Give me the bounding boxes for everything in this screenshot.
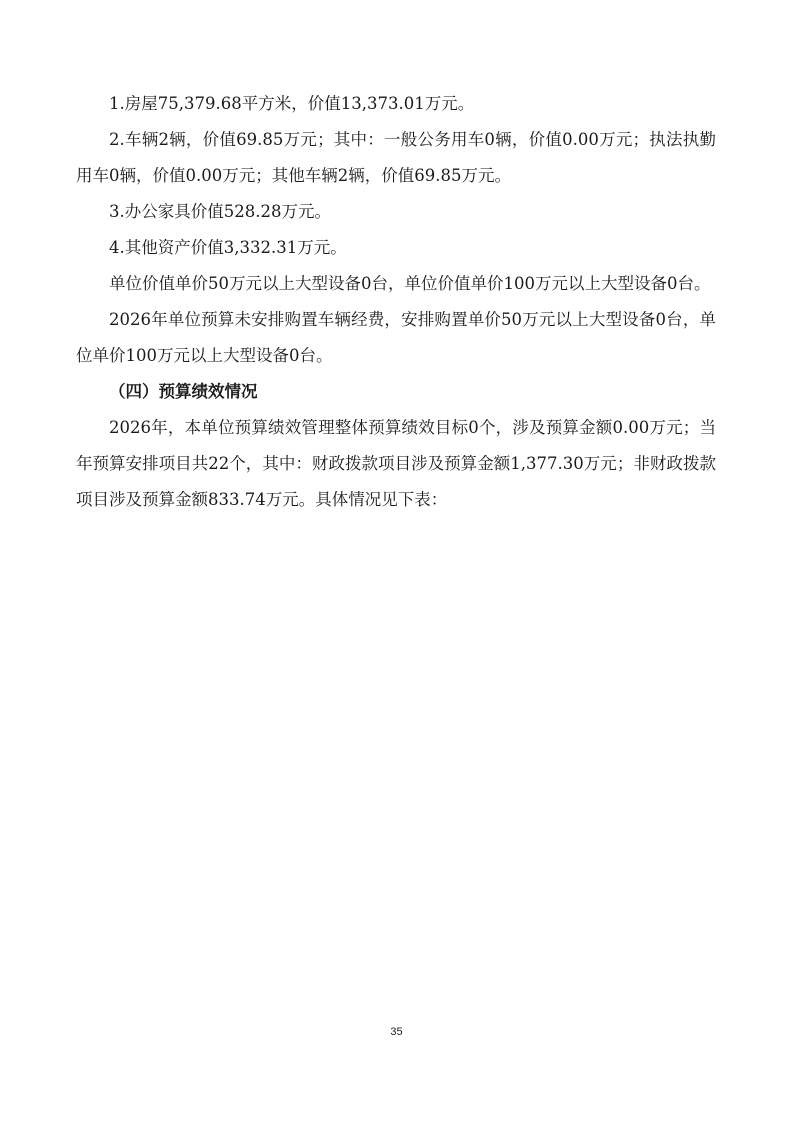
document-body [76,86,716,518]
section-heading: （四）预算绩效情况 [109,382,258,401]
paragraph-other-assets: 4.其他资产价值3,332.31万元。 [109,238,347,257]
paragraph-furniture: 3.办公家具价值528.28万元。 [109,202,331,221]
paragraph-vehicles: 2.车辆2辆，价值69.85万元；其中：一般公务用车0辆，价值0.00万元；执法执勤用车0辆，价值0.00万元；其他车辆2辆，价值69.85万元。 [76,130,716,185]
paragraph-housing: 1.房屋75,379.68平方米，价值13,373.01万元。 [109,94,475,113]
paragraph-budget-purchase: 2026年单位预算未安排购置车辆经费，安排购置单价50万元以上大型设备0台，单位单价100万元以上大型设备0台。 [76,310,716,365]
paragraph-performance: 2026年，本单位预算绩效管理整体预算绩效目标0个，涉及预算金额0.00万元；当年预算安排项目共22个，其中：财政拨款项目涉及预算金额1,377.30万元；非财政拨款项目涉及预算金额833.74万元。具体情况见下表： [76,418,716,509]
page-number: 35 [390,1026,403,1038]
paragraph-large-equipment: 单位价值单价50万元以上大型设备0台，单位价值单价100万元以上大型设备0台。 [109,274,711,293]
